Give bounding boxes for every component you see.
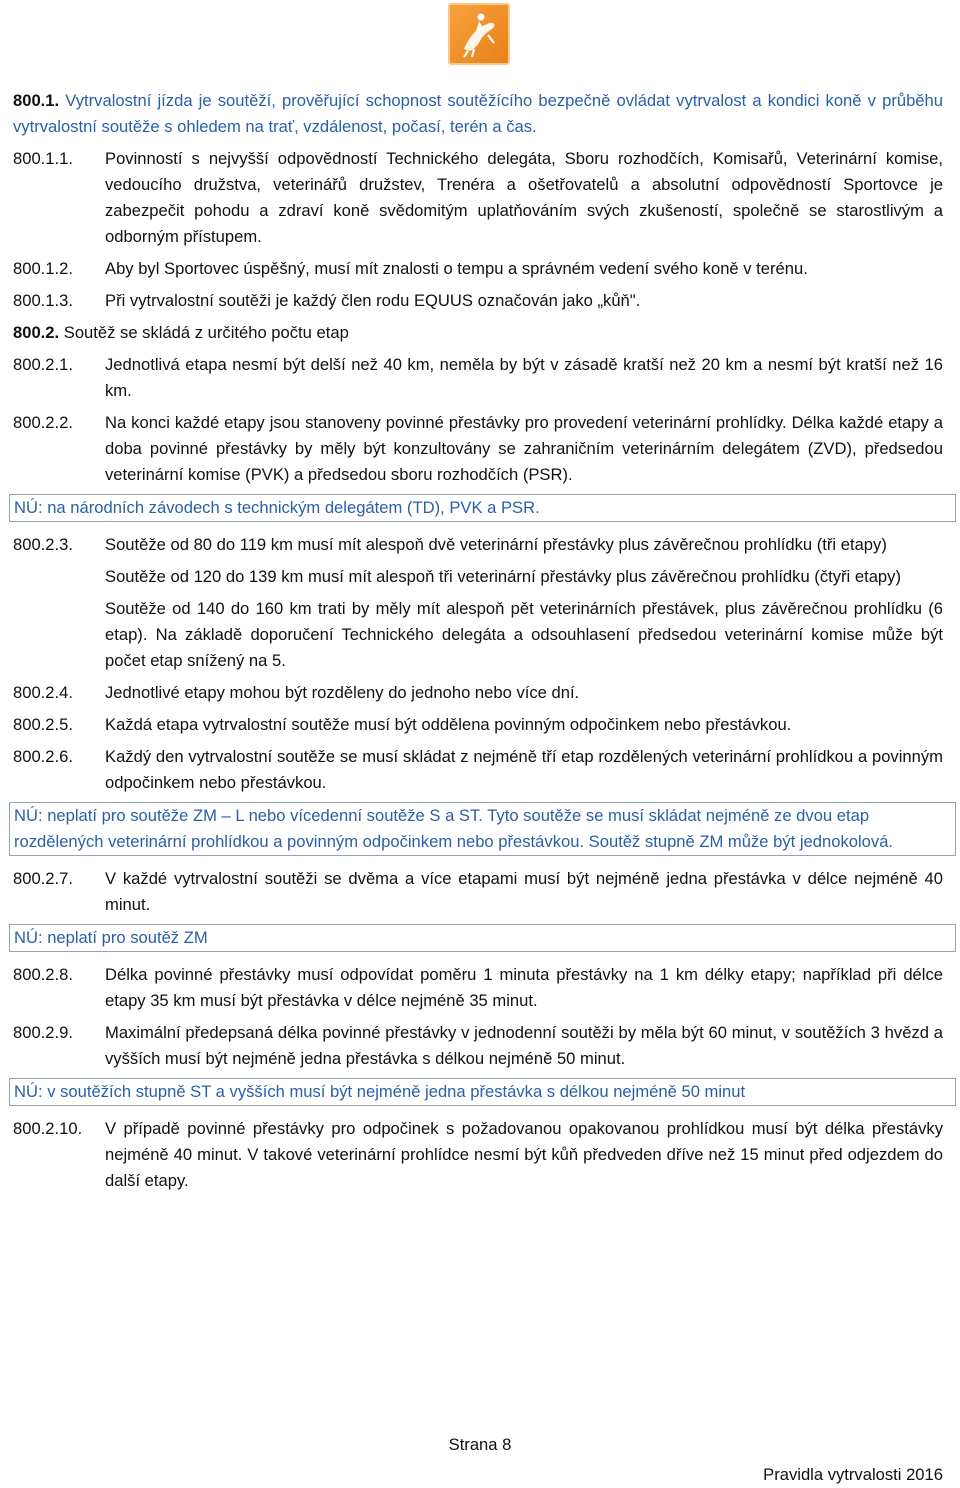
section-text: Každý den vytrvalostní soutěže se musí skládat z nejméně tří etap rozdělených veterinární prohlídkou a povinným odpočinkem nebo přestávkou. bbox=[105, 747, 943, 792]
equestrian-logo-icon bbox=[448, 3, 510, 65]
national-rule-note: NÚ: neplatí pro soutěž ZM bbox=[9, 924, 956, 952]
section-text: Povinností s nejvyšší odpovědností Technického delegáta, Sboru rozhodčích, Komisařů, Veterinární komise, vedoucího družstva, veterinářů družstev, Trenéra a ošetřovatelů a absolutní odpovědností Sportovce je zabezpečit pohodu a zdraví koně svědomitým uplatňováním svých zkušeností, společně se starostlivým a odborným přístupem. bbox=[105, 149, 943, 246]
section-800-2-10 bbox=[13, 1116, 943, 1194]
section-800-2-3 bbox=[13, 532, 943, 674]
section-800-2-7 bbox=[13, 866, 943, 918]
section-800-1-3 bbox=[13, 288, 943, 314]
section-number: 800.1.1. bbox=[13, 149, 73, 168]
section-number: 800.2.7. bbox=[13, 869, 73, 888]
section-text: Jednotlivé etapy mohou být rozděleny do jednoho nebo více dní. bbox=[105, 683, 580, 702]
section-text: Maximální předepsaná délka povinné přestávky v jednodenní soutěži by měla být 60 minut, v soutěžích 3 hvězd a vyšších musí být nejméně jedna přestávka s délkou nejméně 50 minut. bbox=[105, 1023, 943, 1068]
page-number: Strana 8 bbox=[448, 1435, 512, 1454]
section-text: V každé vytrvalostní soutěži se dvěma a více etapami musí být nejméně jedna přestávka v délce nejméně 40 minut. bbox=[105, 869, 943, 914]
section-paragraph: Soutěže od 140 do 160 km trati by měly mít alespoň pět veterinárních přestávek, plus závěrečnou prohlídku (6 etap). Na základě doporučení Technického delegáta a odsouhlasení předsedou veterinární komise může být počet etap snížený na 5. bbox=[105, 599, 943, 670]
section-800-1 bbox=[13, 88, 943, 140]
section-number: 800.2.3. bbox=[13, 535, 73, 554]
section-800-2-6 bbox=[13, 744, 943, 796]
section-800-2-9 bbox=[13, 1020, 943, 1072]
section-number: 800.2.1. bbox=[13, 355, 73, 374]
section-number: 800.1.2. bbox=[13, 259, 73, 278]
section-800-2-1 bbox=[13, 352, 943, 404]
section-800-2 bbox=[13, 320, 943, 346]
section-800-1-1 bbox=[13, 146, 943, 250]
section-number: 800.2.9. bbox=[13, 1023, 73, 1042]
section-text: Vytrvalostní jízda je soutěží, prověřující schopnost soutěžícího bezpečně ovládat vytrvalost a kondici koně v průběhu vytrvalostní soutěže s ohledem na trať, vzdálenost, počasí, terén a čas. bbox=[13, 91, 943, 136]
section-text: Na konci každé etapy jsou stanoveny povinné přestávky pro provedení veterinární prohlídky. Délka každé etapy a doba povinné přestávky by měly být konzultovány se zahraničním veterinárním delegátem (ZVD), předsedou veterinární komise (PVK) a předsedou sboru rozhodčích (PSR). bbox=[105, 413, 943, 484]
section-number: 800.2.8. bbox=[13, 965, 73, 984]
section-text: V případě povinné přestávky pro odpočinek s požadovanou opakovanou prohlídkou musí být délka přestávky nejméně 40 minut. V takové veterinární prohlídce nesmí být kůň předveden dříve než 15 minut před odjezdem do další etapy. bbox=[105, 1119, 943, 1190]
national-rule-note: NÚ: v soutěžích stupně ST a vyšších musí být nejméně jedna přestávka s délkou nejméně 50 minut bbox=[9, 1078, 956, 1106]
section-number: 800.2.10. bbox=[13, 1119, 83, 1138]
section-number: 800.1. bbox=[13, 91, 60, 110]
section-number: 800.2.4. bbox=[13, 683, 73, 702]
section-text: Každá etapa vytrvalostní soutěže musí být oddělena povinným odpočinkem nebo přestávkou. bbox=[105, 715, 792, 734]
section-number: 800.1.3. bbox=[13, 291, 73, 310]
section-number: 800.2. bbox=[13, 323, 60, 342]
national-rule-note: NÚ: na národních závodech s technickým delegátem (TD), PVK a PSR. bbox=[9, 494, 956, 522]
section-paragraph: Soutěže od 120 do 139 km musí mít alespoň tři veterinární přestávky plus závěrečnou prohlídku (čtyři etapy) bbox=[105, 567, 901, 586]
section-text: Aby byl Sportovec úspěšný, musí mít znalosti o tempu a správném vedení svého koně v terénu. bbox=[105, 259, 808, 278]
section-number: 800.2.6. bbox=[13, 747, 73, 766]
section-paragraph: Soutěže od 80 do 119 km musí mít alespoň dvě veterinární přestávky plus závěrečnou prohlídku (tři etapy) bbox=[105, 535, 887, 554]
section-text: Při vytrvalostní soutěži je každý člen rodu EQUUS označován jako „kůň". bbox=[105, 291, 641, 310]
document-title: Pravidla vytrvalosti 2016 bbox=[763, 1465, 943, 1484]
section-number: 800.2.2. bbox=[13, 413, 73, 432]
section-800-2-4 bbox=[13, 680, 943, 706]
section-text: Jednotlivá etapa nesmí být delší než 40 km, neměla by být v zásadě kratší než 20 km a nesmí být kratší než 16 km. bbox=[105, 355, 943, 400]
section-800-2-2 bbox=[13, 410, 943, 488]
section-800-2-8 bbox=[13, 962, 943, 1014]
national-rule-note: NÚ: neplatí pro soutěže ZM – L nebo vícedenní soutěže S a ST. Tyto soutěže se musí skládat nejméně ze dvou etap rozdělených veterinární prohlídkou a povinným odpočinkem nebo přestávkou. Soutěž stupně ZM může být jednokolová. bbox=[9, 802, 956, 856]
section-text: Soutěž se skládá z určitého počtu etap bbox=[63, 323, 349, 342]
document-body bbox=[13, 88, 943, 1200]
section-text: Délka povinné přestávky musí odpovídat poměru 1 minuta přestávky na 1 km délky etapy; například při délce etapy 35 km musí být přestávka v délce nejméně 35 minut. bbox=[105, 965, 943, 1010]
section-number: 800.2.5. bbox=[13, 715, 73, 734]
section-800-2-5 bbox=[13, 712, 943, 738]
section-800-1-2 bbox=[13, 256, 943, 282]
